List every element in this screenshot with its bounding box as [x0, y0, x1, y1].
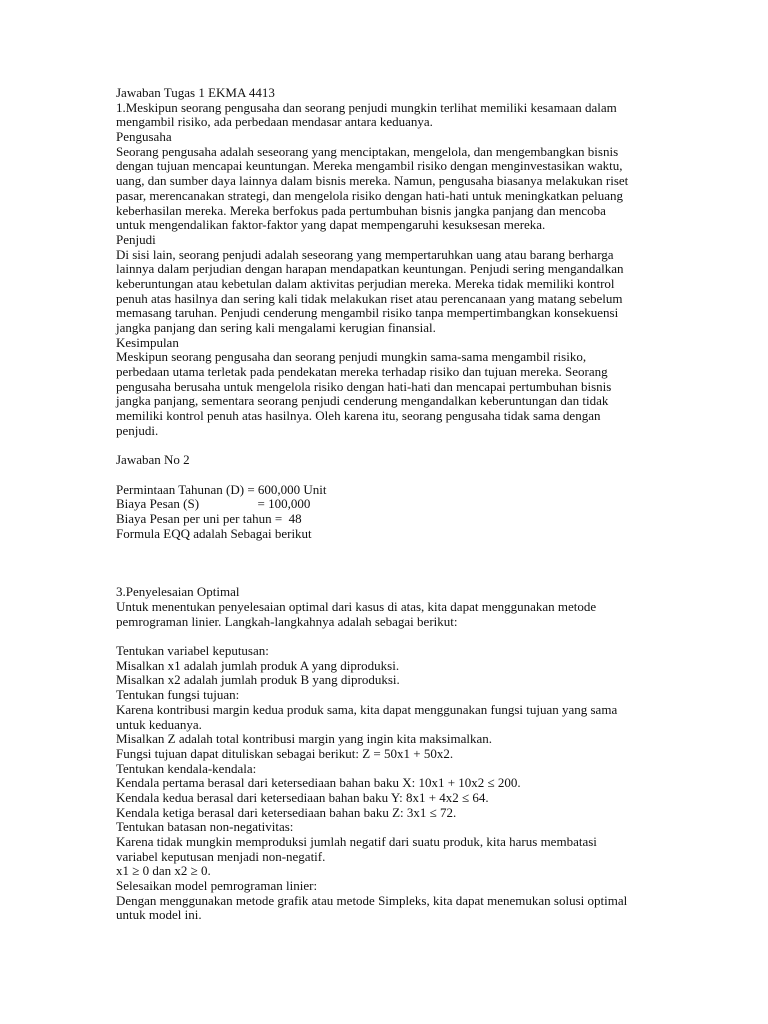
paragraph-line: lainnya dalam perjudian dengan harapan mendapatkan keuntungan. Penjudi sering mengandalkan — [116, 261, 624, 277]
step-line: Kendala pertama berasal dari ketersediaan bahan baku X: 10x1 + 10x2 ≤ 200. — [116, 775, 521, 791]
blank-space — [116, 541, 656, 585]
pengusaha-paragraph — [116, 145, 656, 233]
step-line: Tentukan kendala-kendala: — [116, 760, 257, 776]
paragraph-line: memiliki kontrol penuh atas hasilnya. Oleh karena itu, seorang pengusaha tidak sama dengan — [116, 408, 601, 424]
section1-intro — [116, 101, 656, 130]
step-line: Karena kontribusi margin kedua produk sama, kita dapat menggunakan fungsi tujuan yang sama — [116, 701, 618, 717]
holding-cost-line: Biaya Pesan per uni per tahun = 48 — [116, 510, 302, 526]
formula-line: Formula EQQ adalah Sebagai berikut — [116, 525, 312, 541]
paragraph-line: pasar, merencanakan strategi, dan mengelola risiko dengan hati-hati untuk meningkatkan peluang — [116, 187, 624, 203]
paragraph-line: 1.Meskipun seorang pengusaha dan seorang penjudi mungkin terlihat memiliki kesamaan dalam — [116, 99, 617, 115]
blank-line — [116, 468, 656, 483]
paragraph-line: untuk mengendalikan faktor-faktor yang dapat mempengaruhi kesuksesan mereka. — [116, 217, 546, 233]
blank-line — [116, 629, 656, 644]
step-line: Fungsi tujuan dapat dituliskan sebagai berikut: Z = 50x1 + 50x2. — [116, 745, 454, 761]
paragraph-line: mengambil risiko, ada perbedaan mendasar antara keduanya. — [116, 114, 433, 130]
kesimpulan-paragraph — [116, 350, 656, 438]
paragraph-line: Untuk menentukan penyelesaian optimal dari kasus di atas, kita dapat menggunakan metode — [116, 599, 597, 614]
document-title: Jawaban Tugas 1 EKMA 4413 — [116, 85, 275, 100]
paragraph-line: dengan tujuan mencapai keuntungan. Mereka mengambil risiko dengan menginvestasikan waktu, — [116, 158, 623, 174]
step-line: variabel keputusan menjadi non-negatif. — [116, 848, 326, 864]
kesimpulan-heading: Kesimpulan — [116, 334, 179, 350]
paragraph-line: penuh atas hasilnya dan sering kali tidak melakukan riset atau perencanaan yang matang sebelum — [116, 290, 623, 306]
section2-values — [116, 483, 656, 542]
paragraph-line: memasang taruhan. Penjudi cenderung mengambil risiko tanpa mempertimbangkan konsekuensi — [116, 305, 619, 321]
pengusaha-heading: Pengusaha — [116, 129, 172, 145]
step-line: Selesaikan model pemrograman linier: — [116, 878, 318, 894]
blank-line — [116, 439, 656, 454]
paragraph-line: keberhasilan mereka. Mereka berfokus pada pertumbuhan bisnis jangka panjang dan mencoba — [116, 202, 606, 218]
section3-intro — [116, 600, 656, 629]
paragraph-line: pengusaha berusaha untuk mengelola risiko dengan hati-hati dan mencapai pertumbuhan bisnis — [116, 378, 612, 394]
step-line: Kendala kedua berasal dari ketersediaan bahan baku Y: 8x1 + 4x2 ≤ 64. — [116, 789, 489, 805]
step-line: Dengan menggunakan metode grafik atau metode Simpleks, kita dapat menemukan solusi optimal — [116, 892, 628, 908]
document-body — [116, 86, 656, 923]
order-cost-line: Biaya Pesan (S) = 100,000 — [116, 496, 311, 512]
section3-steps — [116, 644, 656, 923]
step-line: Tentukan batasan non-negativitas: — [116, 819, 294, 835]
paragraph-line: Seorang pengusaha adalah seseorang yang menciptakan, mengelola, dan mengembangkan bisnis — [116, 143, 619, 159]
step-line: Misalkan x2 adalah jumlah produk B yang diproduksi. — [116, 672, 400, 688]
step-line: Misalkan x1 adalah jumlah produk A yang diproduksi. — [116, 657, 400, 673]
section2-heading: Jawaban No 2 — [116, 452, 190, 468]
step-line: untuk keduanya. — [116, 716, 202, 732]
paragraph-line: jangka panjang, sementara seorang penjudi cenderung mengandalkan keberuntungan dan tidak — [116, 393, 609, 409]
paragraph-line: Di sisi lain, seorang penjudi adalah seseorang yang mempertaruhkan uang atau barang berharga — [116, 246, 614, 262]
step-line: Misalkan Z adalah total kontribusi margin yang ingin kita maksimalkan. — [116, 731, 492, 747]
paragraph-line: jangka panjang dan sering kali mengalami kerugian finansial. — [116, 320, 436, 335]
step-line: Tentukan fungsi tujuan: — [116, 687, 240, 703]
penjudi-paragraph — [116, 248, 656, 336]
step-line: Karena tidak mungkin memproduksi jumlah negatif dari suatu produk, kita harus membatasi — [116, 834, 597, 849]
penjudi-heading: Penjudi — [116, 231, 156, 247]
step-line: x1 ≥ 0 dan x2 ≥ 0. — [116, 863, 211, 879]
paragraph-line: pemrograman linier. Langkah-langkahnya adalah sebagai berikut: — [116, 613, 458, 629]
paragraph-line: penjudi. — [116, 422, 159, 438]
paragraph-line: perbedaan utama terletak pada pendekatan mereka terhadap risiko dan tujuan mereka. Seorang — [116, 364, 608, 380]
paragraph-line: Meskipun seorang pengusaha dan seorang penjudi mungkin sama-sama mengambil risiko, — [116, 349, 587, 365]
annual-demand-line: Permintaan Tahunan (D) = 600,000 Unit — [116, 481, 327, 497]
section3-heading: 3.Penyelesaian Optimal — [116, 584, 240, 600]
paragraph-line: keberuntungan atau kebetulan dalam aktivitas perjudian mereka. Mereka tidak memiliki kontrol — [116, 275, 615, 291]
step-line: Tentukan variabel keputusan: — [116, 643, 269, 659]
step-line: untuk model ini. — [116, 907, 202, 923]
step-line: Kendala ketiga berasal dari ketersediaan bahan baku Z: 3x1 ≤ 72. — [116, 804, 457, 820]
paragraph-line: uang, dan sumber daya lainnya dalam bisnis mereka. Namun, pengusaha biasanya melakukan riset — [116, 173, 629, 189]
